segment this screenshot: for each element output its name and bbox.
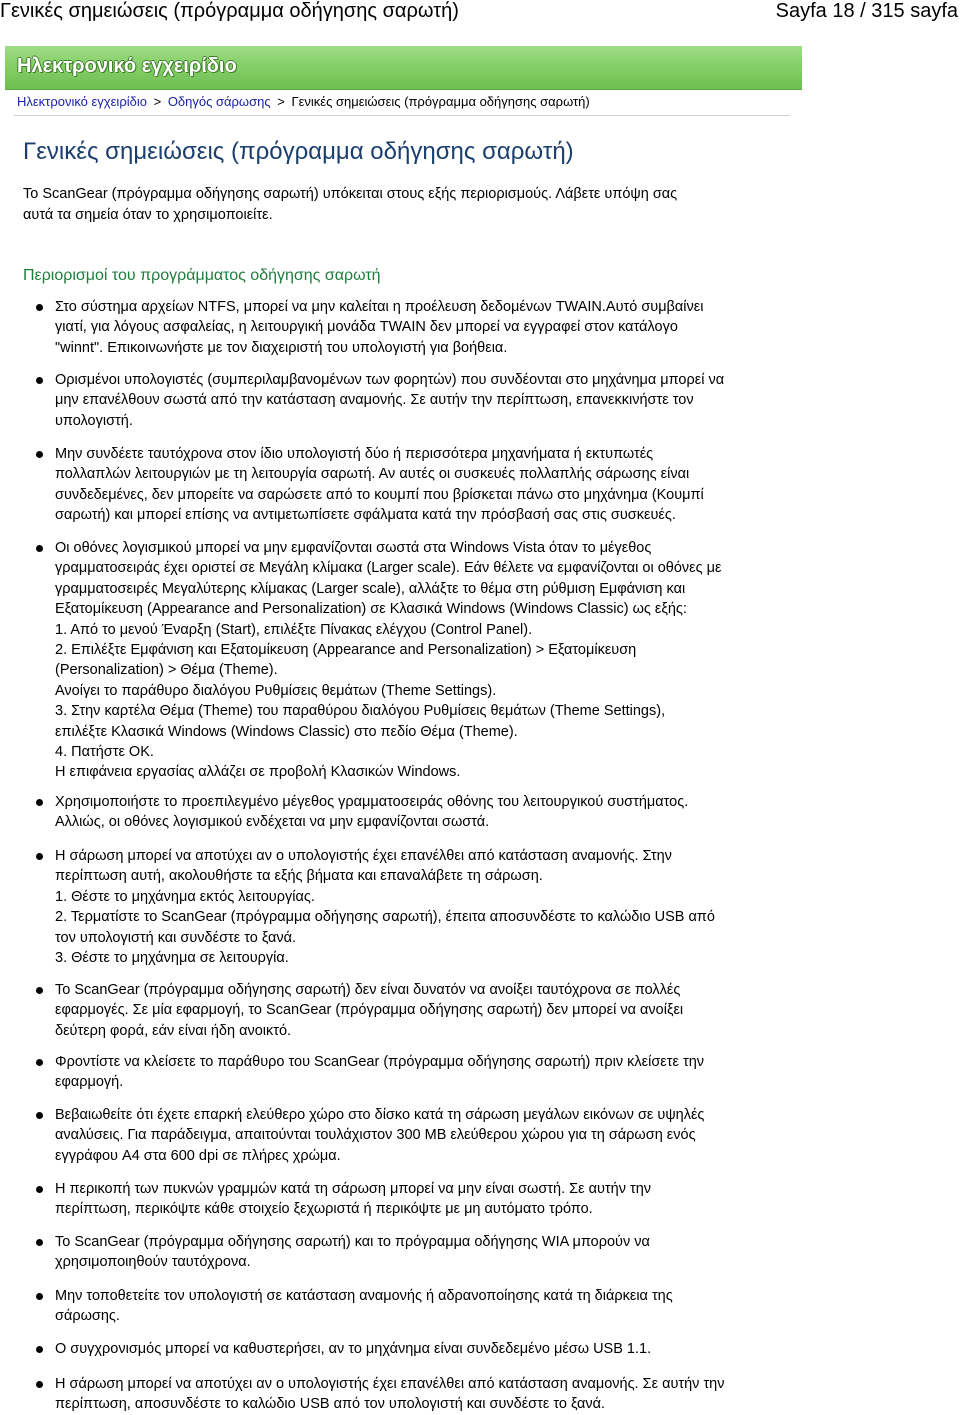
list-item-line: Η επιφάνεια εργασίας αλλάζει σε προβολή Κλασικών Windows. [55, 764, 461, 781]
bullet-icon [36, 451, 43, 458]
intro-line: αυτά τα σημεία όταν το χρησιμοποιείτε. [23, 206, 273, 223]
breadcrumb-link-manual[interactable]: Ηλεκτρονικό εγχειρίδιο [17, 94, 147, 109]
list-item [55, 1339, 790, 1359]
list-item-line: Οι οθόνες λογισμικού μπορεί να μην εμφανίζονται σωστά στα Windows Vista όταν το μέγεθος [55, 540, 652, 556]
list-item [55, 1052, 790, 1093]
page-indicator: Sayfa 18 / 315 sayfa [775, 0, 958, 22]
bullet-icon [36, 1112, 43, 1119]
bullet-icon [36, 304, 43, 311]
list-item-line: εφαρμογές. Σε μία εφαρμογή, το ScanGear (πρόγραμμα οδήγησης σαρωτή) δεν μπορεί να ανοίξει [55, 1002, 684, 1019]
breadcrumb-link-scanning-guide[interactable]: Οδηγός σάρωσης [167, 94, 271, 109]
list-item [55, 980, 790, 1041]
bullet-icon [36, 1346, 43, 1353]
document-title: Γενικές σημειώσεις (πρόγραμμα οδήγησης σαρωτή) [0, 0, 459, 22]
list-item-line: (Personalization) > Θέμα (Theme). [55, 662, 278, 679]
breadcrumb [17, 94, 590, 110]
list-item-line: Ο συγχρονισμός μπορεί να καθυστερήσει, αν το μηχάνημα είναι συνδεδεμένο μέσω USB 1.1. [55, 1341, 652, 1357]
list-item-line: συνδεδεμένες, δεν μπορείτε να σαρώσετε από το κουμπί που βρίσκεται πάνω στο μηχάνημα (Κουμπί [55, 486, 704, 503]
breadcrumb-separator: > [153, 94, 162, 109]
list-item-line: 3. Στην καρτέλα Θέμα (Theme) του παραθύρου διαλόγου Ρυθμίσεις θεμάτων (Theme Settings), [55, 703, 666, 720]
list-item [55, 1179, 790, 1220]
list-item-line: Το ScanGear (πρόγραμμα οδήγησης σαρωτή) και το πρόγραμμα οδήγησης WIA μπορούν να [55, 1234, 650, 1250]
list-item [55, 1374, 790, 1415]
list-item-line: Στο σύστημα αρχείων NTFS, μπορεί να μην καλείται η προέλευση δεδομένων TWAIN.Αυτό συμβαίνει [55, 299, 704, 315]
list-item-line: Μην τοποθετείτε τον υπολογιστή σε κατάσταση αναμονής ή αδρανοποίησης κατά τη διάρκεια της [55, 1288, 673, 1304]
list-item-line: Η σάρωση μπορεί να αποτύχει αν ο υπολογιστής έχει επανέλθει από κατάσταση αναμονής. Σε αυτήν την [55, 1376, 725, 1392]
list-item-line: 4. Πατήστε OK. [55, 744, 154, 761]
list-item [55, 1232, 790, 1273]
bullet-icon [36, 1059, 43, 1066]
bullet-icon [36, 1186, 43, 1193]
list-item-line: Η περικοπή των πυκνών γραμμών κατά τη σάρωση μπορεί να μην είναι σωστή. Σε αυτήν την [55, 1181, 652, 1197]
banner-title: Ηλεκτρονικό εγχειρίδιο [17, 55, 237, 77]
list-item-line: πολλαπλών λειτουργιών με τη λειτουργία σαρωτή. Αν αυτές οι συσκευές πολλαπλής σάρωσης είναι [55, 466, 690, 483]
list-item-line: υπολογιστή. [55, 412, 133, 429]
breadcrumb-divider [14, 115, 790, 116]
list-item-line: γραμματοσειράς έχει οριστεί σε Μεγάλη κλίμακα (Larger scale). Εάν θέλετε να εμφανίζονται οι οθόνες με [55, 560, 722, 577]
list-item-line: χρησιμοποιηθούν ταυτόχρονα. [55, 1254, 251, 1271]
bullet-icon [36, 377, 43, 384]
list-item-line: Φροντίστε να κλείσετε το παράθυρο του ScanGear (πρόγραμμα οδήγησης σαρωτή) πριν κλείσετε την [55, 1054, 705, 1070]
bullet-icon [36, 799, 43, 806]
list-item [55, 297, 790, 358]
list-item-line: 1. Θέστε το μηχάνημα εκτός λειτουργίας. [55, 888, 315, 905]
list-item-line: εφαρμογή. [55, 1074, 124, 1091]
list-item-line: αναλύσεις. Για παράδειγμα, απαιτούνται τουλάχιστον 300 MB ελεύθερου χώρου για τη σάρωση ενός [55, 1127, 696, 1144]
list-item-line: 2. Επιλέξτε Εμφάνιση και Εξατομίκευση (Appearance and Personalization) > Εξατομίκευση [55, 642, 637, 659]
list-item [55, 370, 790, 431]
list-item-line: 1. Από το μενού Έναρξη (Start), επιλέξτε Πίνακας ελέγχου (Control Panel). [55, 621, 533, 638]
list-item-line: μην επανέλθουν σωστά από την κατάσταση αναμονής. Σε αυτήν την περίπτωση, επανεκκινήστε τον [55, 392, 694, 409]
list-item [55, 846, 790, 968]
list-item-line: Το ScanGear (πρόγραμμα οδήγησης σαρωτή) δεν είναι δυνατόν να ανοίξει ταυτόχρονα σε πολλές [55, 982, 681, 998]
breadcrumb-current: Γενικές σημειώσεις (πρόγραμμα οδήγησης σαρωτή) [291, 94, 590, 109]
list-item-line: Η σάρωση μπορεί να αποτύχει αν ο υπολογιστής έχει επανέλθει από κατάσταση αναμονής. Στην [55, 848, 672, 864]
list-item [55, 1286, 790, 1327]
bullet-icon [36, 1381, 43, 1388]
list-item-line: δεύτερη φορά, εάν είναι ήδη ανοικτό. [55, 1022, 292, 1039]
bullet-icon [36, 853, 43, 860]
list-item-line: 2. Τερματίστε το ScanGear (πρόγραμμα οδήγησης σαρωτή), έπειτα αποσυνδέστε το καλώδιο USB από [55, 909, 715, 926]
list-item-line: περίπτωση, περικόψτε κάθε στοιχείο ξεχωριστά ή περικόψτε με μη αυτόματο τρόπο. [55, 1201, 593, 1218]
list-item-line: περίπτωση αυτή, ακολουθήστε τα εξής βήματα και επαναλάβετε τη σάρωση. [55, 868, 543, 885]
list-item-line: γραμματοσειρές Μεγαλύτερης κλίμακας (Larger scale), αλλάξτε το θέμα στη ρύθμιση Εμφάνιση και [55, 580, 686, 597]
bullet-icon [36, 1239, 43, 1246]
breadcrumb-separator: > [277, 94, 285, 109]
manual-banner [5, 46, 802, 90]
list-item-line: Μην συνδέετε ταυτόχρονα στον ίδιο υπολογιστή δύο ή περισσότερα μηχανήματα ή εκτυπωτές [55, 446, 654, 462]
section-title: Περιορισμοί του προγράμματος οδήγησης σαρωτή [23, 267, 381, 284]
list-item-line: Ανοίγει το παράθυρο διαλόγου Ρυθμίσεις θεμάτων (Theme Settings). [55, 682, 497, 699]
list-item-line: σάρωσης. [55, 1308, 120, 1325]
list-item [55, 1105, 790, 1166]
list-item-line: Χρησιμοποιήστε το προεπιλεγμένο μέγεθος γραμματοσειράς οθόνης του λειτουργικού συστήματος. [55, 794, 689, 810]
list-item-line: τον υπολογιστή και συνδέστε το ξανά. [55, 929, 297, 946]
list-item [55, 792, 790, 833]
list-item-line: γιατί, για λόγους ασφαλείας, η λειτουργική μονάδα TWAIN δεν μπορεί να εγγραφεί στον κατάλογο [55, 319, 678, 336]
bullet-icon [36, 545, 43, 552]
page-title: Γενικές σημειώσεις (πρόγραμμα οδήγησης σαρωτή) [23, 138, 574, 165]
list-item-line: σαρωτή) και μπορεί επίσης να αντιμετωπίσετε σφάλματα κατά την πρόσβασή σας στις συσκευές. [55, 507, 676, 524]
list-item-line: Βεβαιωθείτε ότι έχετε επαρκή ελεύθερο χώρο στο δίσκο κατά τη σάρωση μεγάλων εικόνων σε υψηλές [55, 1107, 705, 1123]
list-item [55, 538, 790, 783]
list-item-line: επιλέξτε Κλασικά Windows (Windows Classic) στο πεδίο Θέμα (Theme). [55, 723, 518, 740]
list-item-line: "winnt". Επικοινωνήστε με τον διαχειριστή του υπολογιστή για βοήθεια. [55, 339, 508, 356]
intro-paragraph [23, 184, 783, 225]
bullet-icon [36, 1293, 43, 1300]
intro-line: Το ScanGear (πρόγραμμα οδήγησης σαρωτή) υπόκειται στους εξής περιορισμούς. Λάβετε υπόψη σας [23, 186, 678, 202]
list-item-line: Ορισμένοι υπολογιστές (συμπεριλαμβανομένων των φορητών) που συνδέονται στο μηχάνημα μπορεί να [55, 372, 725, 388]
bullet-icon [36, 987, 43, 994]
list-item-line: Αλλιώς, οι οθόνες λογισμικού ενδέχεται να μην εμφανίζονται σωστά. [55, 814, 490, 831]
list-item-line: Εξατομίκευση (Appearance and Personalization) σε Κλασικά Windows (Windows Classic) ως εξής: [55, 601, 687, 618]
list-item-line: εγγράφου A4 στα 600 dpi σε πλήρες χρώμα. [55, 1147, 341, 1164]
list-item [55, 444, 790, 526]
list-item-line: 3. Θέστε το μηχάνημα σε λειτουργία. [55, 950, 289, 967]
list-item-line: περίπτωση, αποσυνδέστε το καλώδιο USB από τον υπολογιστή και συνδέστε το ξανά. [55, 1396, 606, 1413]
